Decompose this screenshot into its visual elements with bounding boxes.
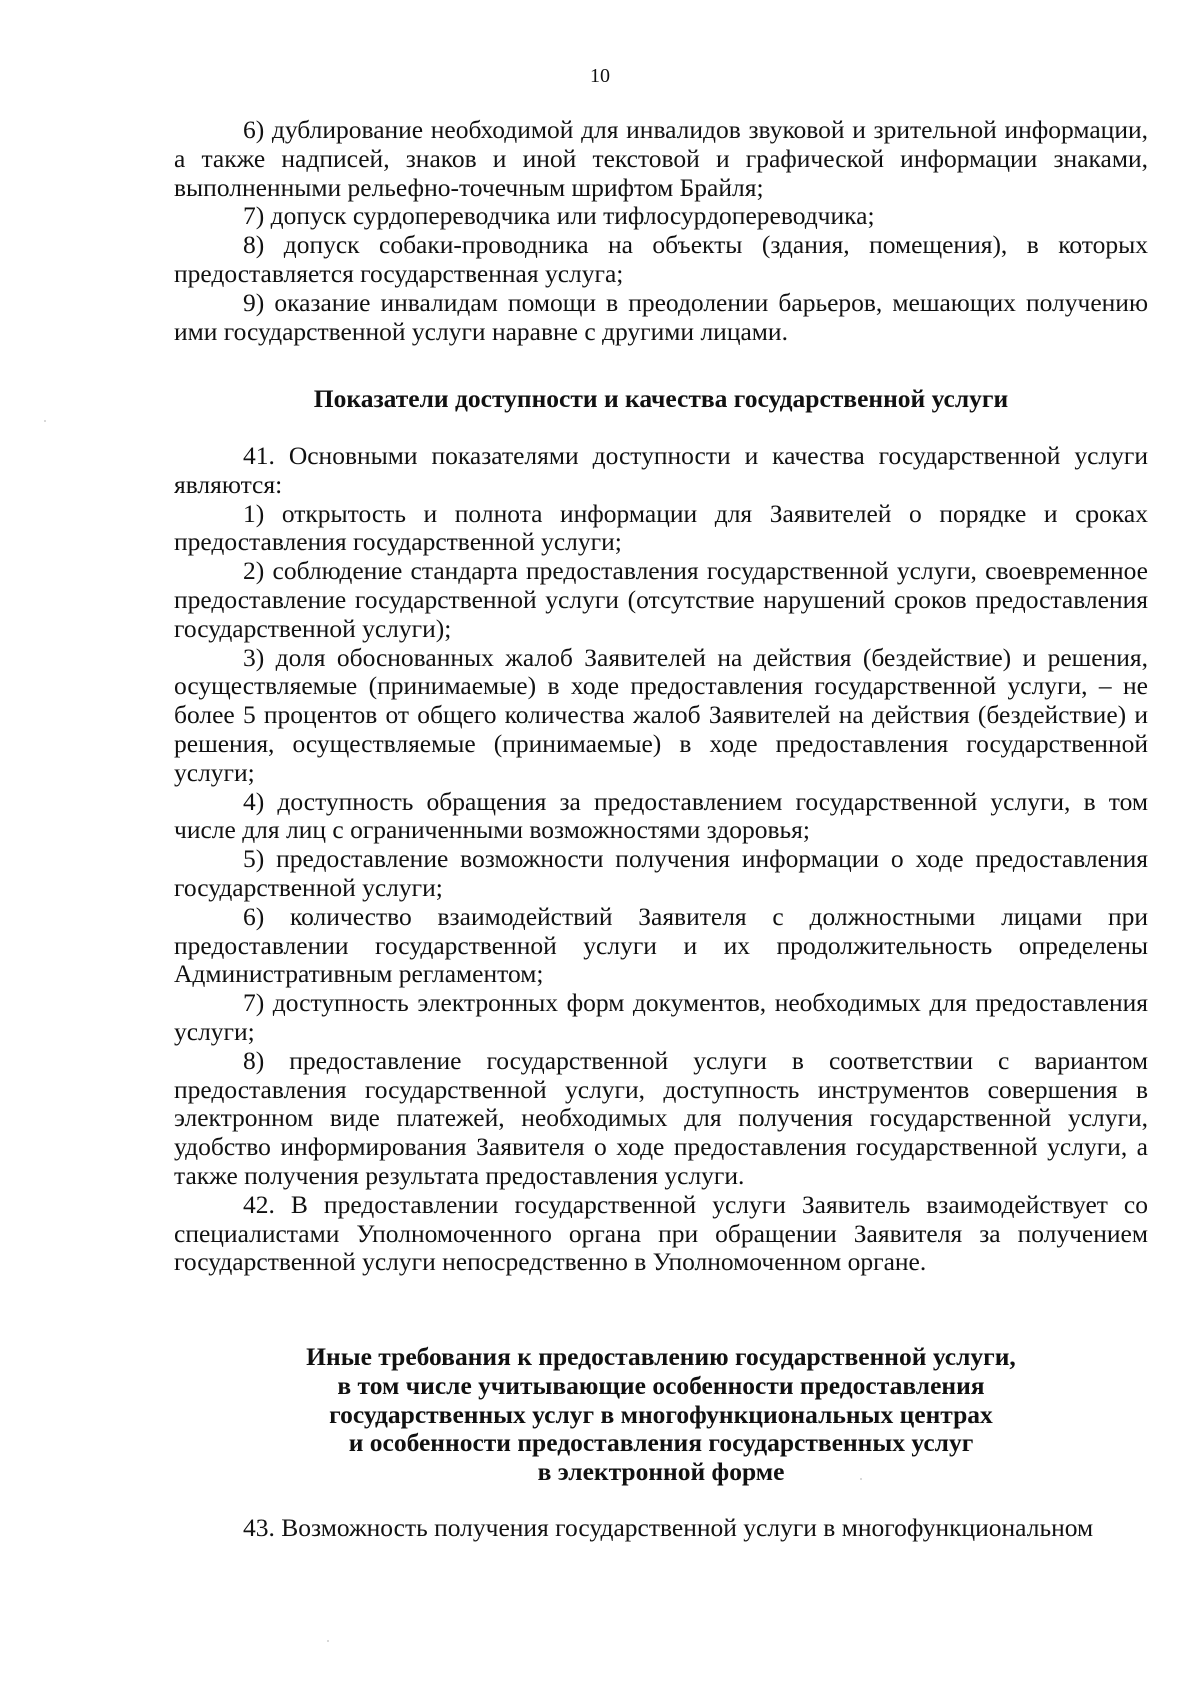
scan-speck [327, 1640, 329, 1642]
paragraph-41-item-3: 3) доля обоснованных жалоб Заявителей на действия (бездействие) и решения, осуществляемые (принимаемые) в ходе предоставления государственной услуги, – не более 5 процентов от общего количества жалоб Заявителей на действия (бездействие) и решения, осуществляемые (принимаемые) в ходе предоставления государственной услуги; [174, 642, 1148, 787]
heading-line: государственных услуг в многофункциональных центрах [329, 1399, 993, 1429]
paragraph-41-item-7: 7) доступность электронных форм документов, необходимых для предоставления услуги; [174, 988, 1148, 1046]
scan-speck [44, 420, 46, 422]
section-heading-quality-indicators: Показатели доступности и качества государственной услуги [313, 384, 1009, 413]
accessibility-measures-list [174, 116, 1148, 346]
paragraph-41-item-4: 4) доступность обращения за предоставлением государственной услуги, в том числе для лиц с ограниченными возможностями здоровья; [174, 786, 1148, 845]
paragraph-41-item-5: 5) предоставление возможности получения информации о ходе предоставления государственной услуги; [174, 844, 1148, 902]
paragraph-41: 41. Основными показателями доступности и качества государственной услуги являются: [174, 441, 1148, 499]
paragraph-41-item-1: 1) открытость и полнота информации для Заявителей о порядке и сроках предоставления государственной услуги; [174, 498, 1148, 557]
paragraph-43: 43. Возможность получения государственной услуги в многофункциональном [243, 1513, 1094, 1542]
paragraph-41-item-8: 8) предоставление государственной услуги в соответствии с вариантом предоставления государственной услуги, доступность инструментов совершения в электронном виде платежей, необходимых для получения государственной услуги, удобство информирования Заявителя о ходе предоставления государственной услуги, а также получения результата предоставления услуги. [174, 1045, 1148, 1190]
section-heading-other-requirements [174, 1343, 1148, 1487]
heading-line: и особенности предоставления государственных услуг [348, 1428, 974, 1458]
paragraph-item-8: 8) допуск собаки-проводника на объекты (здания, помещения), в которых предоставляется государственная услуга; [174, 230, 1148, 288]
scan-speck [860, 1478, 862, 1480]
paragraph-41-item-6: 6) количество взаимодействий Заявителя с должностными лицами при предоставлении государственной услуги и их продолжительность определены Административным регламентом; [174, 901, 1148, 989]
quality-indicators-section [174, 442, 1148, 1277]
paragraph-item-7: 7) допуск сурдопереводчика или тифлосурдопереводчика; [243, 201, 875, 231]
page-number: 10 [590, 65, 610, 87]
paragraph-42: 42. В предоставлении государственной услуги Заявитель взаимодействует со специалистами Уполномоченного органа при обращении Заявителя за получением государственной услуги непосредственно в Уполномоченном органе. [174, 1189, 1148, 1277]
paragraph-41-item-2: 2) соблюдение стандарта предоставления государственной услуги, своевременное предоставление государственной услуги (отсутствие нарушений сроков предоставления государственной услуги); [174, 556, 1148, 643]
heading-line: Иные требования к предоставлению государственной услуги, [306, 1342, 1016, 1371]
mfc-section [174, 1514, 1148, 1543]
heading-line: в том числе учитывающие особенности предоставления [337, 1370, 985, 1400]
paragraph-item-6: 6) дублирование необходимой для инвалидов звуковой и зрительной информации, а также надписей, знаков и иной текстовой и графической информации знаками, выполненными рельефно-точечным шрифтом Брайля; [174, 115, 1148, 202]
paragraph-item-9: 9) оказание инвалидам помощи в преодолении барьеров, мешающих получению ими государственной услуги наравне с другими лицами. [174, 287, 1148, 346]
heading-line: в электронной форме [537, 1457, 785, 1487]
